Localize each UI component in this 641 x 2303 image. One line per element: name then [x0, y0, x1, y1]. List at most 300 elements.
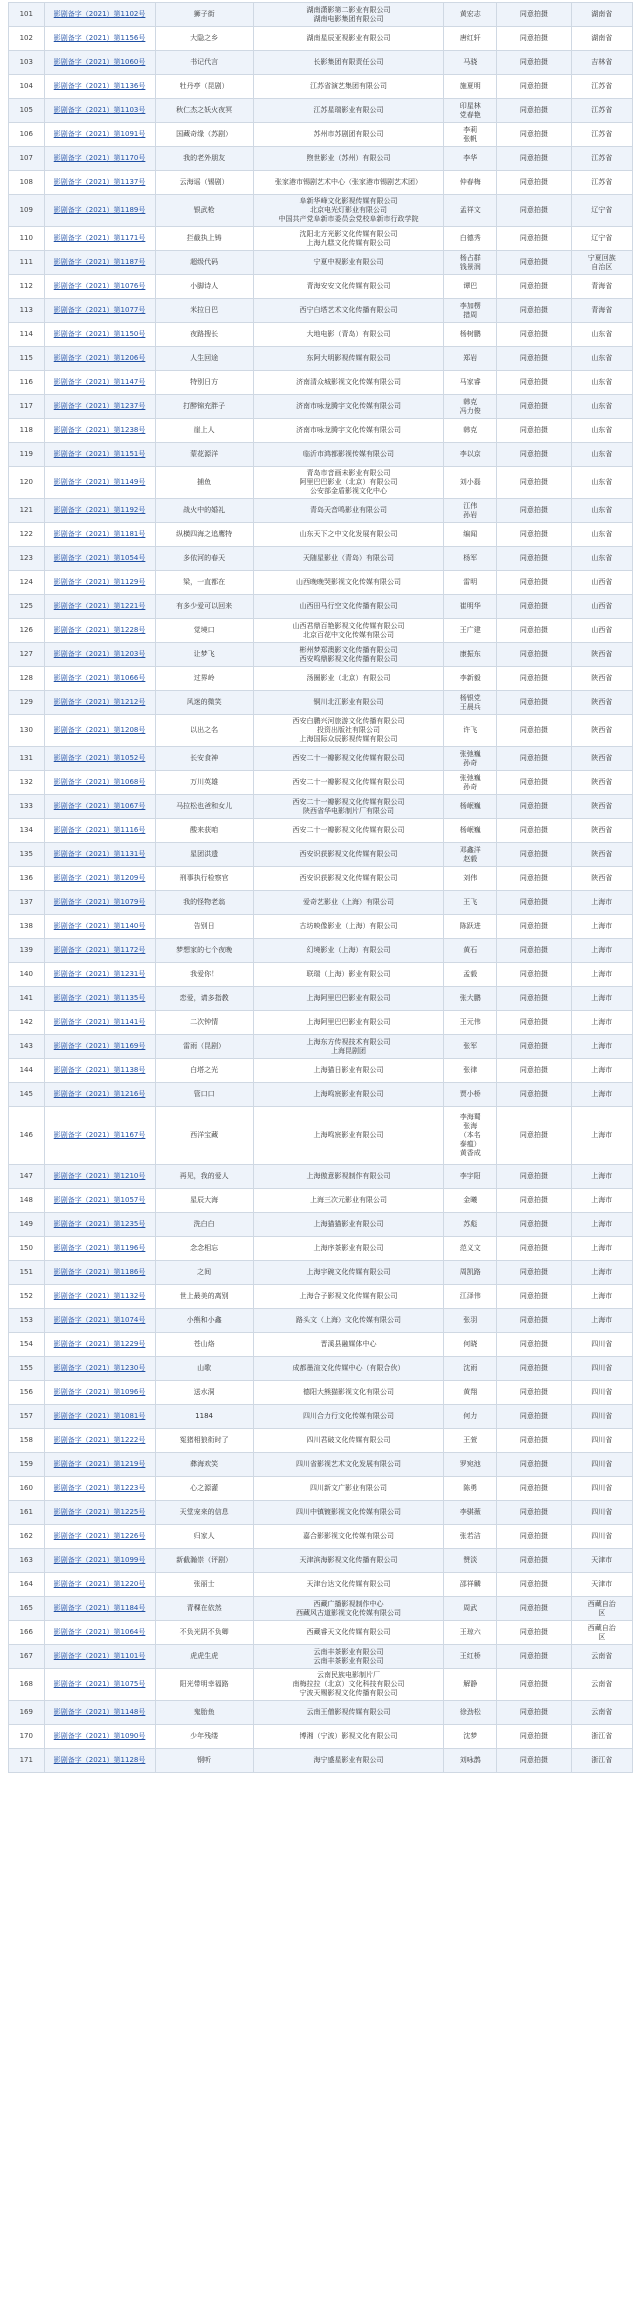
applicant-company: 上海鸣宸影业有限公司 — [253, 1107, 444, 1165]
record-code-link[interactable]: 影剧备字（2021）第1222号 — [44, 1429, 155, 1453]
applicant-company: 青海安安文化传媒有限公司 — [253, 275, 444, 299]
row-number: 114 — [9, 323, 45, 347]
row-number: 112 — [9, 275, 45, 299]
film-title: 云海谣（锡剧） — [155, 171, 253, 195]
film-title: 鬼胎鱼 — [155, 1701, 253, 1725]
table-row — [9, 819, 633, 843]
screenwriter: 解静 — [444, 1669, 497, 1701]
record-code-link[interactable]: 影剧备字（2021）第1129号 — [44, 571, 155, 595]
record-code-link[interactable]: 影剧备字（2021）第1208号 — [44, 715, 155, 747]
screenwriter: 杨树鹏 — [444, 323, 497, 347]
record-code-link[interactable]: 影剧备字（2021）第1172号 — [44, 939, 155, 963]
film-title: 白塔之光 — [155, 1059, 253, 1083]
film-title: 酸来获咱 — [155, 819, 253, 843]
film-title: 1184 — [155, 1405, 253, 1429]
row-number: 137 — [9, 891, 45, 915]
film-title: 星辰大海 — [155, 1189, 253, 1213]
screenwriter: 杨军 — [444, 547, 497, 571]
table-row — [9, 595, 633, 619]
row-number: 171 — [9, 1749, 45, 1773]
screenwriter: 孟祥文 — [444, 195, 497, 227]
province: 山东省 — [571, 523, 632, 547]
screenwriter: 陈勇 — [444, 1477, 497, 1501]
approval-status: 同意拍摄 — [497, 1453, 571, 1477]
record-code-link[interactable]: 影剧备字（2021）第1067号 — [44, 795, 155, 819]
applicant-company: 湖南星辰亚视影业有限公司 — [253, 27, 444, 51]
applicant-company: 西藏广播影视制作中心 西藏风古道影视文化传媒有限公司 — [253, 1597, 444, 1621]
row-number: 101 — [9, 3, 45, 27]
record-code-link[interactable]: 影剧备字（2021）第1187号 — [44, 251, 155, 275]
province: 上海市 — [571, 1165, 632, 1189]
province: 上海市 — [571, 1011, 632, 1035]
approval-status: 同意拍摄 — [497, 1701, 571, 1725]
record-code-link[interactable]: 影剧备字（2021）第1091号 — [44, 123, 155, 147]
film-title: 特别日方 — [155, 371, 253, 395]
film-title: 我的老外朋友 — [155, 147, 253, 171]
province: 陕西省 — [571, 771, 632, 795]
applicant-company: 彬州梦郑澳影文化传播有限公司 西安鸣鼎影视文化传播有限公司 — [253, 643, 444, 667]
table-row — [9, 795, 633, 819]
applicant-company: 西藏睿天文化传媒有限公司 — [253, 1621, 444, 1645]
province: 上海市 — [571, 1059, 632, 1083]
applicant-company: 成都墨渲文化传媒中心（有限合伙） — [253, 1357, 444, 1381]
screenwriter: 编闻 — [444, 523, 497, 547]
table-row — [9, 915, 633, 939]
row-number: 123 — [9, 547, 45, 571]
record-code-link[interactable]: 影剧备字（2021）第1140号 — [44, 915, 155, 939]
row-number: 115 — [9, 347, 45, 371]
approval-status: 同意拍摄 — [497, 1573, 571, 1597]
row-number: 165 — [9, 1597, 45, 1621]
applicant-company: 西安二十一瓣影视文化传媒有限公司 — [253, 747, 444, 771]
province: 江苏省 — [571, 99, 632, 123]
screenwriter: 苏彪 — [444, 1213, 497, 1237]
table-row — [9, 715, 633, 747]
record-code-link[interactable]: 影剧备字（2021）第1052号 — [44, 747, 155, 771]
table-row — [9, 667, 633, 691]
table-row — [9, 347, 633, 371]
row-number: 146 — [9, 1107, 45, 1165]
approval-status: 同意拍摄 — [497, 1429, 571, 1453]
record-code-link[interactable]: 影剧备字（2021）第1148号 — [44, 1701, 155, 1725]
province: 山东省 — [571, 443, 632, 467]
province: 上海市 — [571, 1309, 632, 1333]
applicant-company: 汤圈影业（北京）有限公司 — [253, 667, 444, 691]
row-number: 128 — [9, 667, 45, 691]
record-code-link[interactable]: 影剧备字（2021）第1225号 — [44, 1501, 155, 1525]
screenwriter: 印星林 党春艳 — [444, 99, 497, 123]
approval-status: 同意拍摄 — [497, 571, 571, 595]
film-title: 之间 — [155, 1261, 253, 1285]
film-title: 让梦飞 — [155, 643, 253, 667]
record-code-link[interactable]: 影剧备字（2021）第1220号 — [44, 1573, 155, 1597]
screenwriter: 周凯路 — [444, 1261, 497, 1285]
applicant-company: 爱奇艺影业（上海）有限公司 — [253, 891, 444, 915]
film-title: 洗白白 — [155, 1213, 253, 1237]
approval-status: 同意拍摄 — [497, 395, 571, 419]
table-row — [9, 1645, 633, 1669]
applicant-company: 上海猫日影业有限公司 — [253, 1059, 444, 1083]
record-code-link[interactable]: 影剧备字（2021）第1075号 — [44, 1669, 155, 1701]
applicant-company: 四川新文广影业有限公司 — [253, 1477, 444, 1501]
province: 山东省 — [571, 499, 632, 523]
approval-status: 同意拍摄 — [497, 1725, 571, 1749]
table-row — [9, 1429, 633, 1453]
screenwriter: 金曦 — [444, 1189, 497, 1213]
approval-status: 同意拍摄 — [497, 1525, 571, 1549]
approval-status: 同意拍摄 — [497, 1477, 571, 1501]
province: 江苏省 — [571, 171, 632, 195]
row-number: 103 — [9, 51, 45, 75]
screenwriter: 李骐薇 — [444, 1501, 497, 1525]
film-title: 纵横四海之追鹰特 — [155, 523, 253, 547]
approval-status: 同意拍摄 — [497, 3, 571, 27]
record-code-link[interactable]: 影剧备字（2021）第1096号 — [44, 1381, 155, 1405]
screenwriter: 张若洁 — [444, 1525, 497, 1549]
province: 湖南省 — [571, 3, 632, 27]
screenwriter: 何力 — [444, 1405, 497, 1429]
applicant-company: 云南民族电影制片厂 南梅拉拉（北京）文化科技有限公司 宁波天赐影视文化传播有限公司 — [253, 1669, 444, 1701]
record-code-link[interactable]: 影剧备字（2021）第1171号 — [44, 227, 155, 251]
record-code-link[interactable]: 影剧备字（2021）第1235号 — [44, 1213, 155, 1237]
table-row — [9, 523, 633, 547]
screenwriter: 张大鹏 — [444, 987, 497, 1011]
record-code-link[interactable]: 影剧备字（2021）第1203号 — [44, 643, 155, 667]
record-code-link[interactable]: 影剧备字（2021）第1116号 — [44, 819, 155, 843]
table-row — [9, 299, 633, 323]
record-code-link[interactable]: 影剧备字（2021）第1229号 — [44, 1333, 155, 1357]
row-number: 138 — [9, 915, 45, 939]
row-number: 117 — [9, 395, 45, 419]
record-code-link[interactable]: 影剧备字（2021）第1132号 — [44, 1285, 155, 1309]
table-row — [9, 323, 633, 347]
table-row — [9, 195, 633, 227]
record-code-link[interactable]: 影剧备字（2021）第1064号 — [44, 1621, 155, 1645]
province: 浙江省 — [571, 1749, 632, 1773]
approval-status: 同意拍摄 — [497, 595, 571, 619]
row-number: 170 — [9, 1725, 45, 1749]
record-code-link[interactable]: 影剧备字（2021）第1102号 — [44, 3, 155, 27]
record-code-link[interactable]: 影剧备字（2021）第1131号 — [44, 843, 155, 867]
record-code-link[interactable]: 影剧备字（2021）第1076号 — [44, 275, 155, 299]
screenwriter: 李新毅 — [444, 667, 497, 691]
province: 上海市 — [571, 939, 632, 963]
row-number: 157 — [9, 1405, 45, 1429]
screenwriter: 江伟 孙岩 — [444, 499, 497, 523]
record-code-link[interactable]: 影剧备字（2021）第1210号 — [44, 1165, 155, 1189]
applicant-company: 西安二十一瓣影视文化传媒有限公司 陕西省华电影制片厂有限公司 — [253, 795, 444, 819]
row-number: 107 — [9, 147, 45, 171]
applicant-company: 幻境影业（上海）有限公司 — [253, 939, 444, 963]
film-title: 钢听 — [155, 1749, 253, 1773]
record-code-link[interactable]: 影剧备字（2021）第1090号 — [44, 1725, 155, 1749]
record-code-link[interactable]: 影剧备字（2021）第1141号 — [44, 1011, 155, 1035]
screenwriter: 张律 — [444, 1059, 497, 1083]
row-number: 167 — [9, 1645, 45, 1669]
table-row — [9, 467, 633, 499]
applicant-company: 上海鸣宸影业有限公司 — [253, 1083, 444, 1107]
row-number: 151 — [9, 1261, 45, 1285]
film-title: 崖上人 — [155, 419, 253, 443]
screenwriter: 刘小磊 — [444, 467, 497, 499]
film-title: 米拉日巴 — [155, 299, 253, 323]
row-number: 136 — [9, 867, 45, 891]
approval-status: 同意拍摄 — [497, 1381, 571, 1405]
table-row — [9, 1477, 633, 1501]
applicant-company: 四川省影视艺术文化发展有限公司 — [253, 1453, 444, 1477]
approval-status: 同意拍摄 — [497, 51, 571, 75]
record-code-link[interactable]: 影剧备字（2021）第1237号 — [44, 395, 155, 419]
film-title: 张丽士 — [155, 1573, 253, 1597]
record-code-link[interactable]: 影剧备字（2021）第1228号 — [44, 619, 155, 643]
screenwriter: 李莉 张帆 — [444, 123, 497, 147]
record-code-link[interactable]: 影剧备字（2021）第1074号 — [44, 1309, 155, 1333]
row-number: 163 — [9, 1549, 45, 1573]
row-number: 129 — [9, 691, 45, 715]
province: 陕西省 — [571, 691, 632, 715]
record-code-link[interactable]: 影剧备字（2021）第1066号 — [44, 667, 155, 691]
row-number: 144 — [9, 1059, 45, 1083]
applicant-company: 四川君破文化传媒有限公司 — [253, 1429, 444, 1453]
record-code-link[interactable]: 影剧备字（2021）第1099号 — [44, 1549, 155, 1573]
screenwriter: 杨岷巍 — [444, 795, 497, 819]
screenwriter: 杨岷巍 — [444, 819, 497, 843]
table-row — [9, 1333, 633, 1357]
approval-status: 同意拍摄 — [497, 1083, 571, 1107]
screenwriter: 徐劲松 — [444, 1701, 497, 1725]
province: 青海省 — [571, 275, 632, 299]
film-title: 银武枪 — [155, 195, 253, 227]
film-title: 我爱你！ — [155, 963, 253, 987]
record-code-link[interactable]: 影剧备字（2021）第1150号 — [44, 323, 155, 347]
record-code-link[interactable]: 影剧备字（2021）第1103号 — [44, 99, 155, 123]
applicant-company: 江苏星瑞影业有限公司 — [253, 99, 444, 123]
table-row — [9, 1525, 633, 1549]
film-title: 以出之名 — [155, 715, 253, 747]
film-title: 心之源灌 — [155, 1477, 253, 1501]
province: 青海省 — [571, 299, 632, 323]
applicant-company: 上海宇碗文化传媒有限公司 — [253, 1261, 444, 1285]
record-code-link[interactable]: 影剧备字（2021）第1184号 — [44, 1597, 155, 1621]
province: 山东省 — [571, 419, 632, 443]
screenwriter: 陈跃进 — [444, 915, 497, 939]
approval-status: 同意拍摄 — [497, 1357, 571, 1381]
record-code-link[interactable]: 影剧备字（2021）第1156号 — [44, 27, 155, 51]
row-number: 153 — [9, 1309, 45, 1333]
film-title: 念念相忘 — [155, 1237, 253, 1261]
screenwriter: 沈梦 — [444, 1725, 497, 1749]
record-code-link[interactable]: 影剧备字（2021）第1196号 — [44, 1237, 155, 1261]
table-row — [9, 51, 633, 75]
row-number: 127 — [9, 643, 45, 667]
applicant-company: 四川中镇镀影视文化传媒有限公司 — [253, 1501, 444, 1525]
applicant-company: 铜川北江影业有限公司 — [253, 691, 444, 715]
applicant-company: 西安识获影视文化传媒有限公司 — [253, 867, 444, 891]
record-code-link[interactable]: 影剧备字（2021）第1169号 — [44, 1035, 155, 1059]
record-code-link[interactable]: 影剧备字（2021）第1238号 — [44, 419, 155, 443]
record-code-link[interactable]: 影剧备字（2021）第1221号 — [44, 595, 155, 619]
screenwriter: 周武 — [444, 1597, 497, 1621]
record-code-link[interactable]: 影剧备字（2021）第1170号 — [44, 147, 155, 171]
applicant-company: 西安二十一瓣影视文化传媒有限公司 — [253, 771, 444, 795]
record-code-link[interactable]: 影剧备字（2021）第1223号 — [44, 1477, 155, 1501]
row-number: 109 — [9, 195, 45, 227]
row-number: 141 — [9, 987, 45, 1011]
screenwriter: 仲春梅 — [444, 171, 497, 195]
applicant-company: 西安识获影视文化传媒有限公司 — [253, 843, 444, 867]
table-row — [9, 1035, 633, 1059]
row-number: 152 — [9, 1285, 45, 1309]
table-row — [9, 1597, 633, 1621]
row-number: 132 — [9, 771, 45, 795]
table-row — [9, 171, 633, 195]
film-title: 狮子街 — [155, 3, 253, 27]
province: 山东省 — [571, 323, 632, 347]
row-number: 154 — [9, 1333, 45, 1357]
record-code-link[interactable]: 影剧备字（2021）第1219号 — [44, 1453, 155, 1477]
record-code-link[interactable]: 影剧备字（2021）第1216号 — [44, 1083, 155, 1107]
record-code-link[interactable]: 影剧备字（2021）第1060号 — [44, 51, 155, 75]
row-number: 145 — [9, 1083, 45, 1107]
approval-status: 同意拍摄 — [497, 1645, 571, 1669]
record-code-link[interactable]: 影剧备字（2021）第1081号 — [44, 1405, 155, 1429]
applicant-company: 晋溪县融媒体中心 — [253, 1333, 444, 1357]
record-code-link[interactable]: 影剧备字（2021）第1054号 — [44, 547, 155, 571]
record-code-link[interactable]: 影剧备字（2021）第1149号 — [44, 467, 155, 499]
record-code-link[interactable]: 影剧备字（2021）第1230号 — [44, 1357, 155, 1381]
province: 辽宁省 — [571, 195, 632, 227]
row-number: 131 — [9, 747, 45, 771]
applicant-company: 苏州市苏剧团有限公司 — [253, 123, 444, 147]
approval-status: 同意拍摄 — [497, 1333, 571, 1357]
record-code-link[interactable]: 影剧备字（2021）第1212号 — [44, 691, 155, 715]
table-row — [9, 963, 633, 987]
screenwriter: 罗宛池 — [444, 1453, 497, 1477]
table-row — [9, 443, 633, 467]
table-row — [9, 571, 633, 595]
record-code-link[interactable]: 影剧备字（2021）第1057号 — [44, 1189, 155, 1213]
screenwriter: 何晓 — [444, 1333, 497, 1357]
screenwriter: 赞淡 — [444, 1549, 497, 1573]
screenwriter: 范义文 — [444, 1237, 497, 1261]
province: 上海市 — [571, 1213, 632, 1237]
applicant-company: 青岛市音画未影业有限公司 阿里巴巴影业（北京）有限公司 公安部金盾影视文化中心 — [253, 467, 444, 499]
approval-status: 同意拍摄 — [497, 27, 571, 51]
screenwriter: 孟毅 — [444, 963, 497, 987]
table-row — [9, 419, 633, 443]
row-number: 108 — [9, 171, 45, 195]
row-number: 161 — [9, 1501, 45, 1525]
film-title: 冤猪相狼衔时了 — [155, 1429, 253, 1453]
record-code-link[interactable]: 影剧备字（2021）第1068号 — [44, 771, 155, 795]
record-code-link[interactable]: 影剧备字（2021）第1138号 — [44, 1059, 155, 1083]
film-title: 世上最美的离别 — [155, 1285, 253, 1309]
row-number: 139 — [9, 939, 45, 963]
province: 上海市 — [571, 963, 632, 987]
film-title: 万川英雄 — [155, 771, 253, 795]
province: 云南省 — [571, 1669, 632, 1701]
record-code-link[interactable]: 影剧备字（2021）第1181号 — [44, 523, 155, 547]
province: 陕西省 — [571, 843, 632, 867]
record-code-link[interactable]: 影剧备字（2021）第1079号 — [44, 891, 155, 915]
film-title: 书记代言 — [155, 51, 253, 75]
record-code-link[interactable]: 影剧备字（2021）第1135号 — [44, 987, 155, 1011]
table-row — [9, 1189, 633, 1213]
film-title: 二次钟情 — [155, 1011, 253, 1035]
row-number: 135 — [9, 843, 45, 867]
film-title: 送水洞 — [155, 1381, 253, 1405]
screenwriter: 唐红轩 — [444, 27, 497, 51]
record-code-link[interactable]: 影剧备字（2021）第1206号 — [44, 347, 155, 371]
row-number: 106 — [9, 123, 45, 147]
record-code-link[interactable]: 影剧备字（2021）第1192号 — [44, 499, 155, 523]
province: 四川省 — [571, 1525, 632, 1549]
record-code-link[interactable]: 影剧备字（2021）第1147号 — [44, 371, 155, 395]
record-code-link[interactable]: 影剧备字（2021）第1231号 — [44, 963, 155, 987]
table-row — [9, 691, 633, 715]
table-row — [9, 499, 633, 523]
screenwriter: 李华 — [444, 147, 497, 171]
table-row — [9, 1501, 633, 1525]
approval-status: 同意拍摄 — [497, 891, 571, 915]
record-code-link[interactable]: 影剧备字（2021）第1167号 — [44, 1107, 155, 1165]
screenwriter: 黄石 — [444, 939, 497, 963]
record-code-link[interactable]: 影剧备字（2021）第1136号 — [44, 75, 155, 99]
province: 云南省 — [571, 1645, 632, 1669]
applicant-company: 煦世影业（苏州）有限公司 — [253, 147, 444, 171]
row-number: 143 — [9, 1035, 45, 1059]
film-title: 战火中的婚礼 — [155, 499, 253, 523]
province: 陕西省 — [571, 715, 632, 747]
film-title: 牡丹亭（昆剧） — [155, 75, 253, 99]
applicant-company: 上海东方传视技术有限公司 上海昆剧团 — [253, 1035, 444, 1059]
row-number: 125 — [9, 595, 45, 619]
film-title: 虎虎生虎 — [155, 1645, 253, 1669]
applicant-company: 德阳大熊猫影视文化有限公司 — [253, 1381, 444, 1405]
province: 四川省 — [571, 1405, 632, 1429]
approval-status: 同意拍摄 — [497, 371, 571, 395]
row-number: 124 — [9, 571, 45, 595]
approval-status: 同意拍摄 — [497, 523, 571, 547]
screenwriter: 李以京 — [444, 443, 497, 467]
record-code-link[interactable]: 影剧备字（2021）第1186号 — [44, 1261, 155, 1285]
film-title: 多依河的春天 — [155, 547, 253, 571]
record-code-link[interactable]: 影剧备字（2021）第1189号 — [44, 195, 155, 227]
record-code-link[interactable]: 影剧备字（2021）第1101号 — [44, 1645, 155, 1669]
film-title: 小熊和小鑫 — [155, 1309, 253, 1333]
province: 云南省 — [571, 1701, 632, 1725]
table-row — [9, 1213, 633, 1237]
row-number: 150 — [9, 1237, 45, 1261]
approval-status: 同意拍摄 — [497, 843, 571, 867]
applicant-company: 江苏省演艺集团有限公司 — [253, 75, 444, 99]
record-code-link[interactable]: 影剧备字（2021）第1209号 — [44, 867, 155, 891]
record-code-link[interactable]: 影剧备字（2021）第1226号 — [44, 1525, 155, 1549]
table-row — [9, 1381, 633, 1405]
province: 江苏省 — [571, 147, 632, 171]
approval-status: 同意拍摄 — [497, 619, 571, 643]
record-code-link[interactable]: 影剧备字（2021）第1151号 — [44, 443, 155, 467]
applicant-company: 天随星影业（青岛）有限公司 — [253, 547, 444, 571]
approval-status: 同意拍摄 — [497, 75, 571, 99]
record-code-link[interactable]: 影剧备字（2021）第1077号 — [44, 299, 155, 323]
approval-status: 同意拍摄 — [497, 1261, 571, 1285]
approval-status: 同意拍摄 — [497, 1035, 571, 1059]
record-code-link[interactable]: 影剧备字（2021）第1128号 — [44, 1749, 155, 1773]
record-code-link[interactable]: 影剧备字（2021）第1137号 — [44, 171, 155, 195]
applicant-company: 上海序茶影业有限公司 — [253, 1237, 444, 1261]
screenwriter: 贾小桥 — [444, 1083, 497, 1107]
